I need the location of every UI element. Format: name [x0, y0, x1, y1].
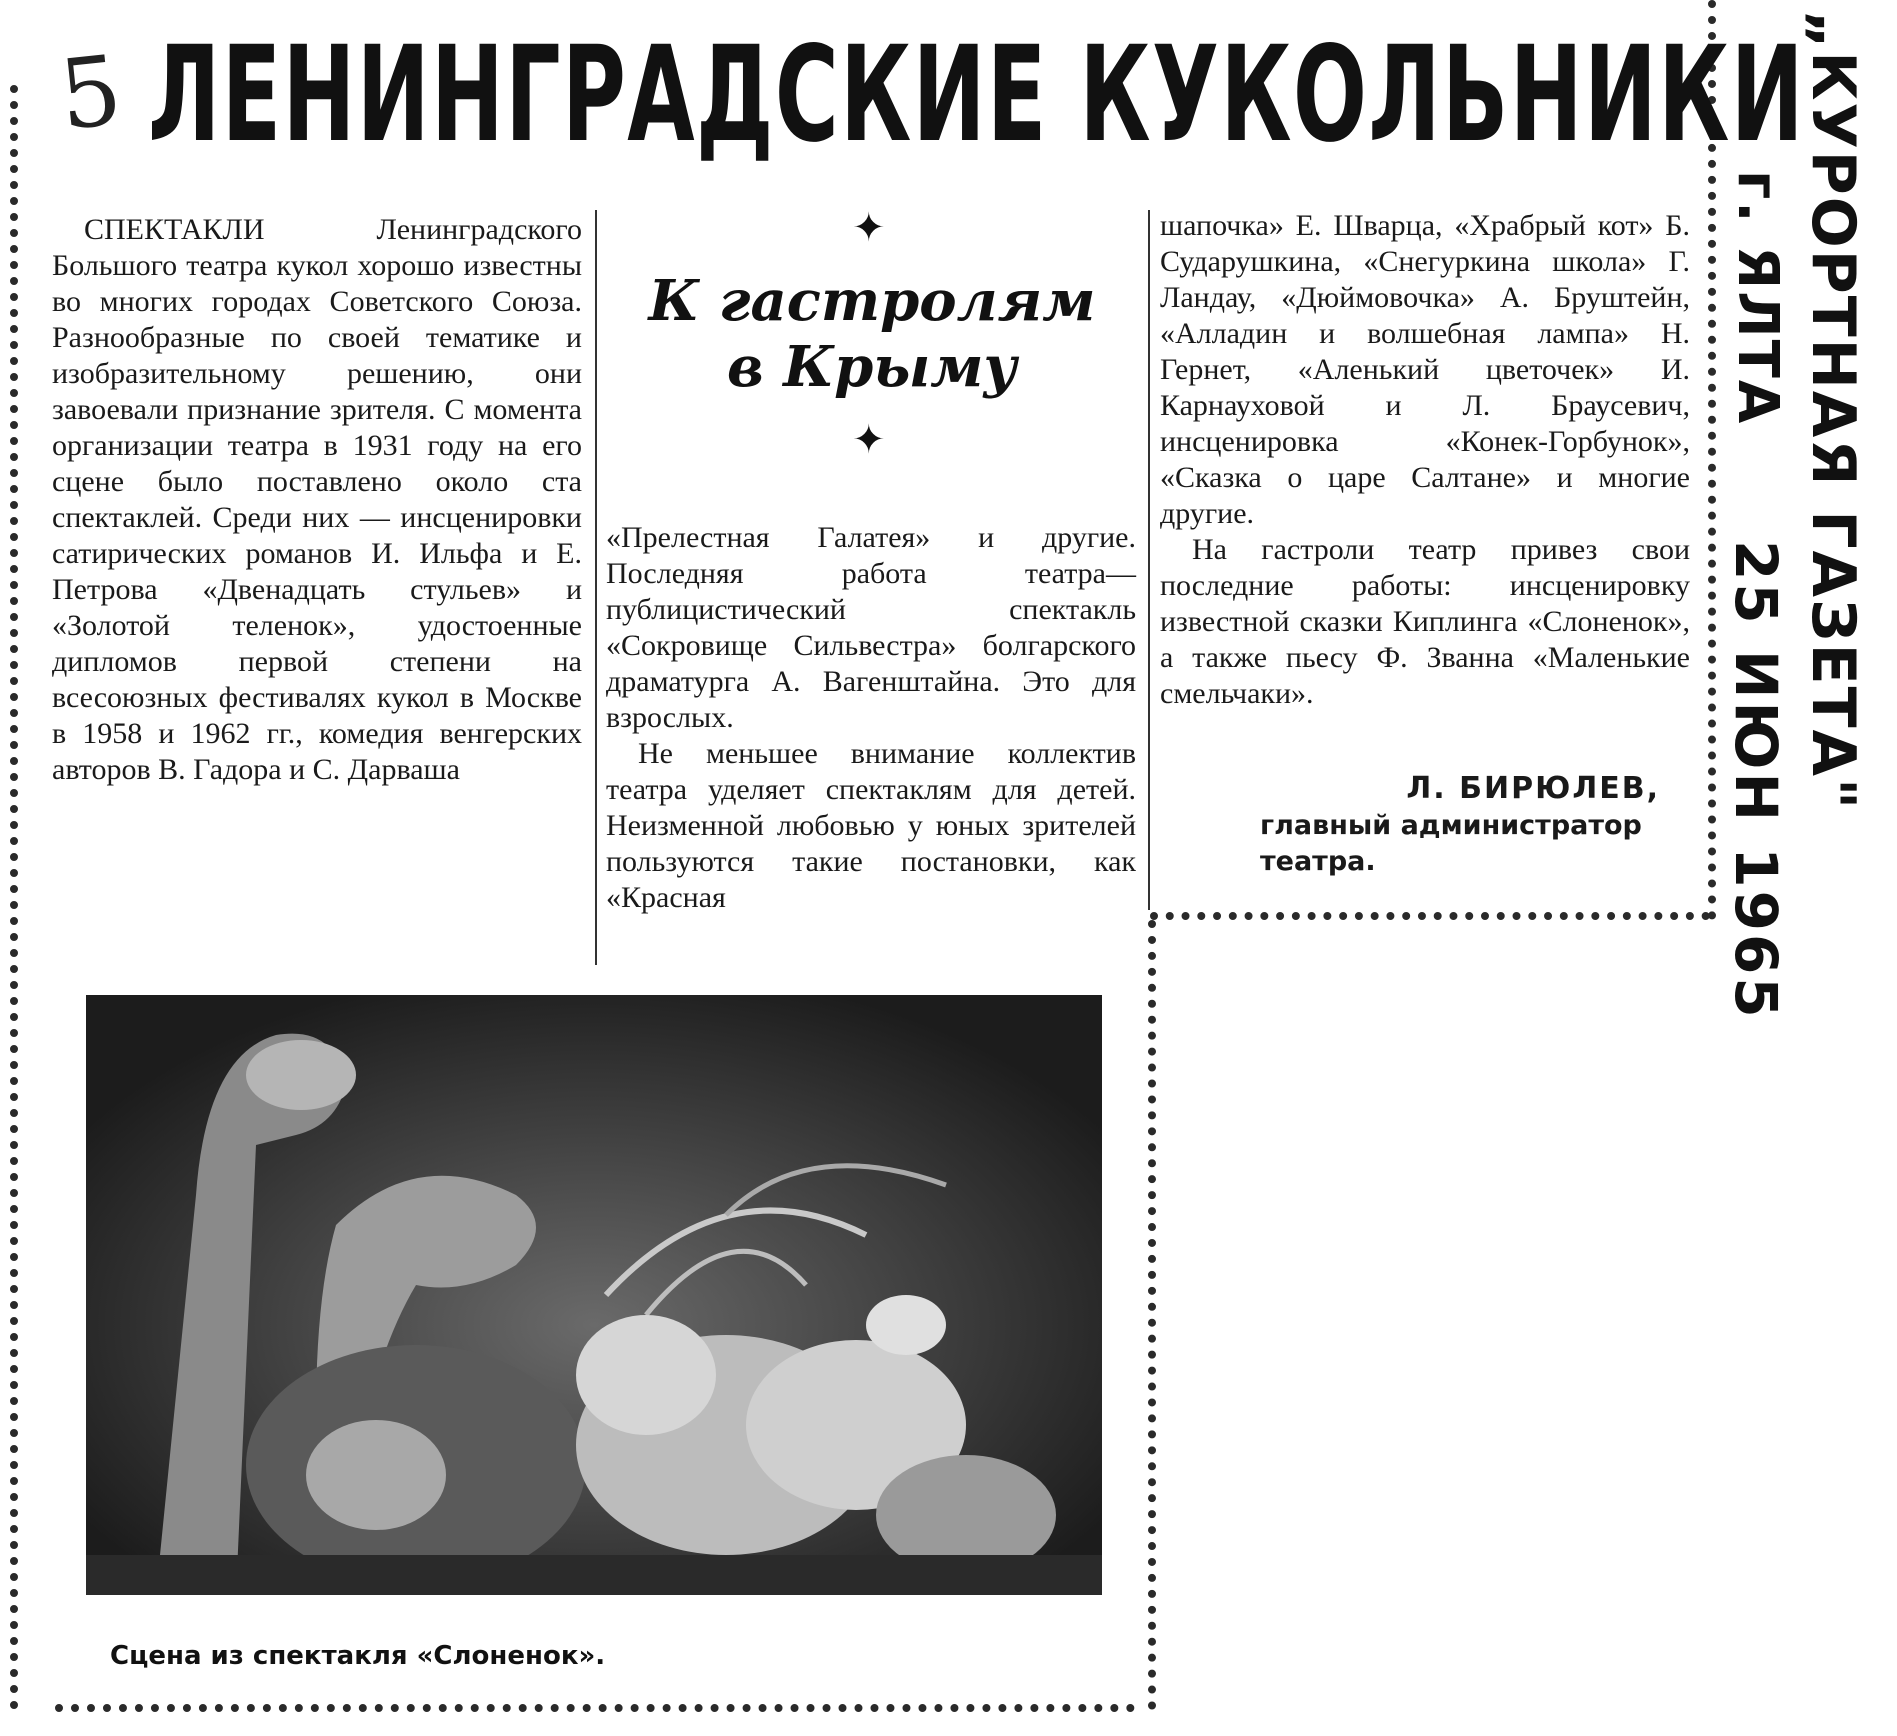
subhead-line: К гастролям — [648, 268, 1096, 334]
author-role: главный администратор театра. — [1260, 810, 1642, 877]
author-name: Л. БИРЮЛЕВ, — [1406, 771, 1660, 806]
photo-caption: Сцена из спектакля «Слоненок». — [110, 1641, 606, 1671]
ornament-star-icon: ✦ — [852, 205, 886, 250]
paragraph: шапочка» Е. Шварца, «Храбрый кот» Б. Сударушкина, «Снегуркина школа» Г. Ландау, «Дюймовочка» А. Бруштейн, «Алладин и волшебная лампа» Н. Гернет, «Аленький цветочек» И. Карнауховой и Л. Браусевич, инсценировка «Конек-Горбунок», «Сказка о царе Салтане» и многие другие. — [1160, 209, 1690, 530]
article-column-3 — [1160, 208, 1690, 712]
stage-photo — [86, 995, 1102, 1595]
cut-edge-bottom — [55, 1704, 1135, 1712]
paragraph: На гастроли театр привез свои последние работы: инсценировку известной сказки Киплинга «Слоненок», а также пьесу Ф. Званна «Маленькие смельчаки». — [1160, 533, 1690, 710]
article-column-1 — [52, 212, 582, 962]
handwritten-number: 5 — [54, 34, 127, 152]
puppet-scene-image — [86, 995, 1102, 1595]
paragraph: СПЕКТАКЛИ Ленинградского Большого театра кукол хорошо известны во многих городах Советского Союза. Разнообразные по своей тематике и изобразительному решению, они завоевали признание зрителя. С момента организации театра в 1931 году на его сцене было поставлено около ста спектаклей. Среди них — инсценировки сатирических романов И. Ильфа и Е. Петрова «Двенадцать стульев» и «Золотой теленок», удостоенные дипломов первой степени на всесоюзных фестивалях кукол в Москве в 1958 и 1962 гг., комедия венгерских авторов В. Гадора и С. Дарваша — [52, 213, 582, 786]
newspaper-name: „КУРОРТНАЯ ГАЗЕТА" — [1798, 10, 1868, 812]
article-subhead — [612, 268, 1132, 400]
newspaper-city: г. ЯЛТА — [1725, 170, 1790, 426]
article-headline: ЛЕНИНГРАДСКИЕ КУКОЛЬНИКИ — [148, 18, 1805, 172]
subhead-line: в Крыму — [726, 334, 1018, 400]
clipping-date-stamp: 25 ИЮН 1965 — [1722, 540, 1790, 1021]
cut-edge-middle — [1150, 912, 1710, 920]
paragraph: Не меньшее внимание коллектив театра уделяет спектаклям для детей. Неизменной любовью у юных зрителей пользуются такие постановки, как «Красная — [606, 737, 1136, 914]
column-rule — [1148, 210, 1150, 910]
cut-edge-photo-right — [1148, 920, 1156, 1710]
ornament-star-icon: ✦ — [852, 417, 886, 462]
article-column-2 — [606, 520, 1136, 960]
cut-edge-left — [10, 85, 18, 1710]
paragraph: «Прелестная Галатея» и другие. Последняя работа театра— публицистический спектакль «Сокровище Сильвестра» болгарского драматурга А. Вагенштайна. Это для взрослых. — [606, 521, 1136, 734]
column-rule — [595, 210, 597, 965]
author-signature — [1230, 770, 1660, 880]
